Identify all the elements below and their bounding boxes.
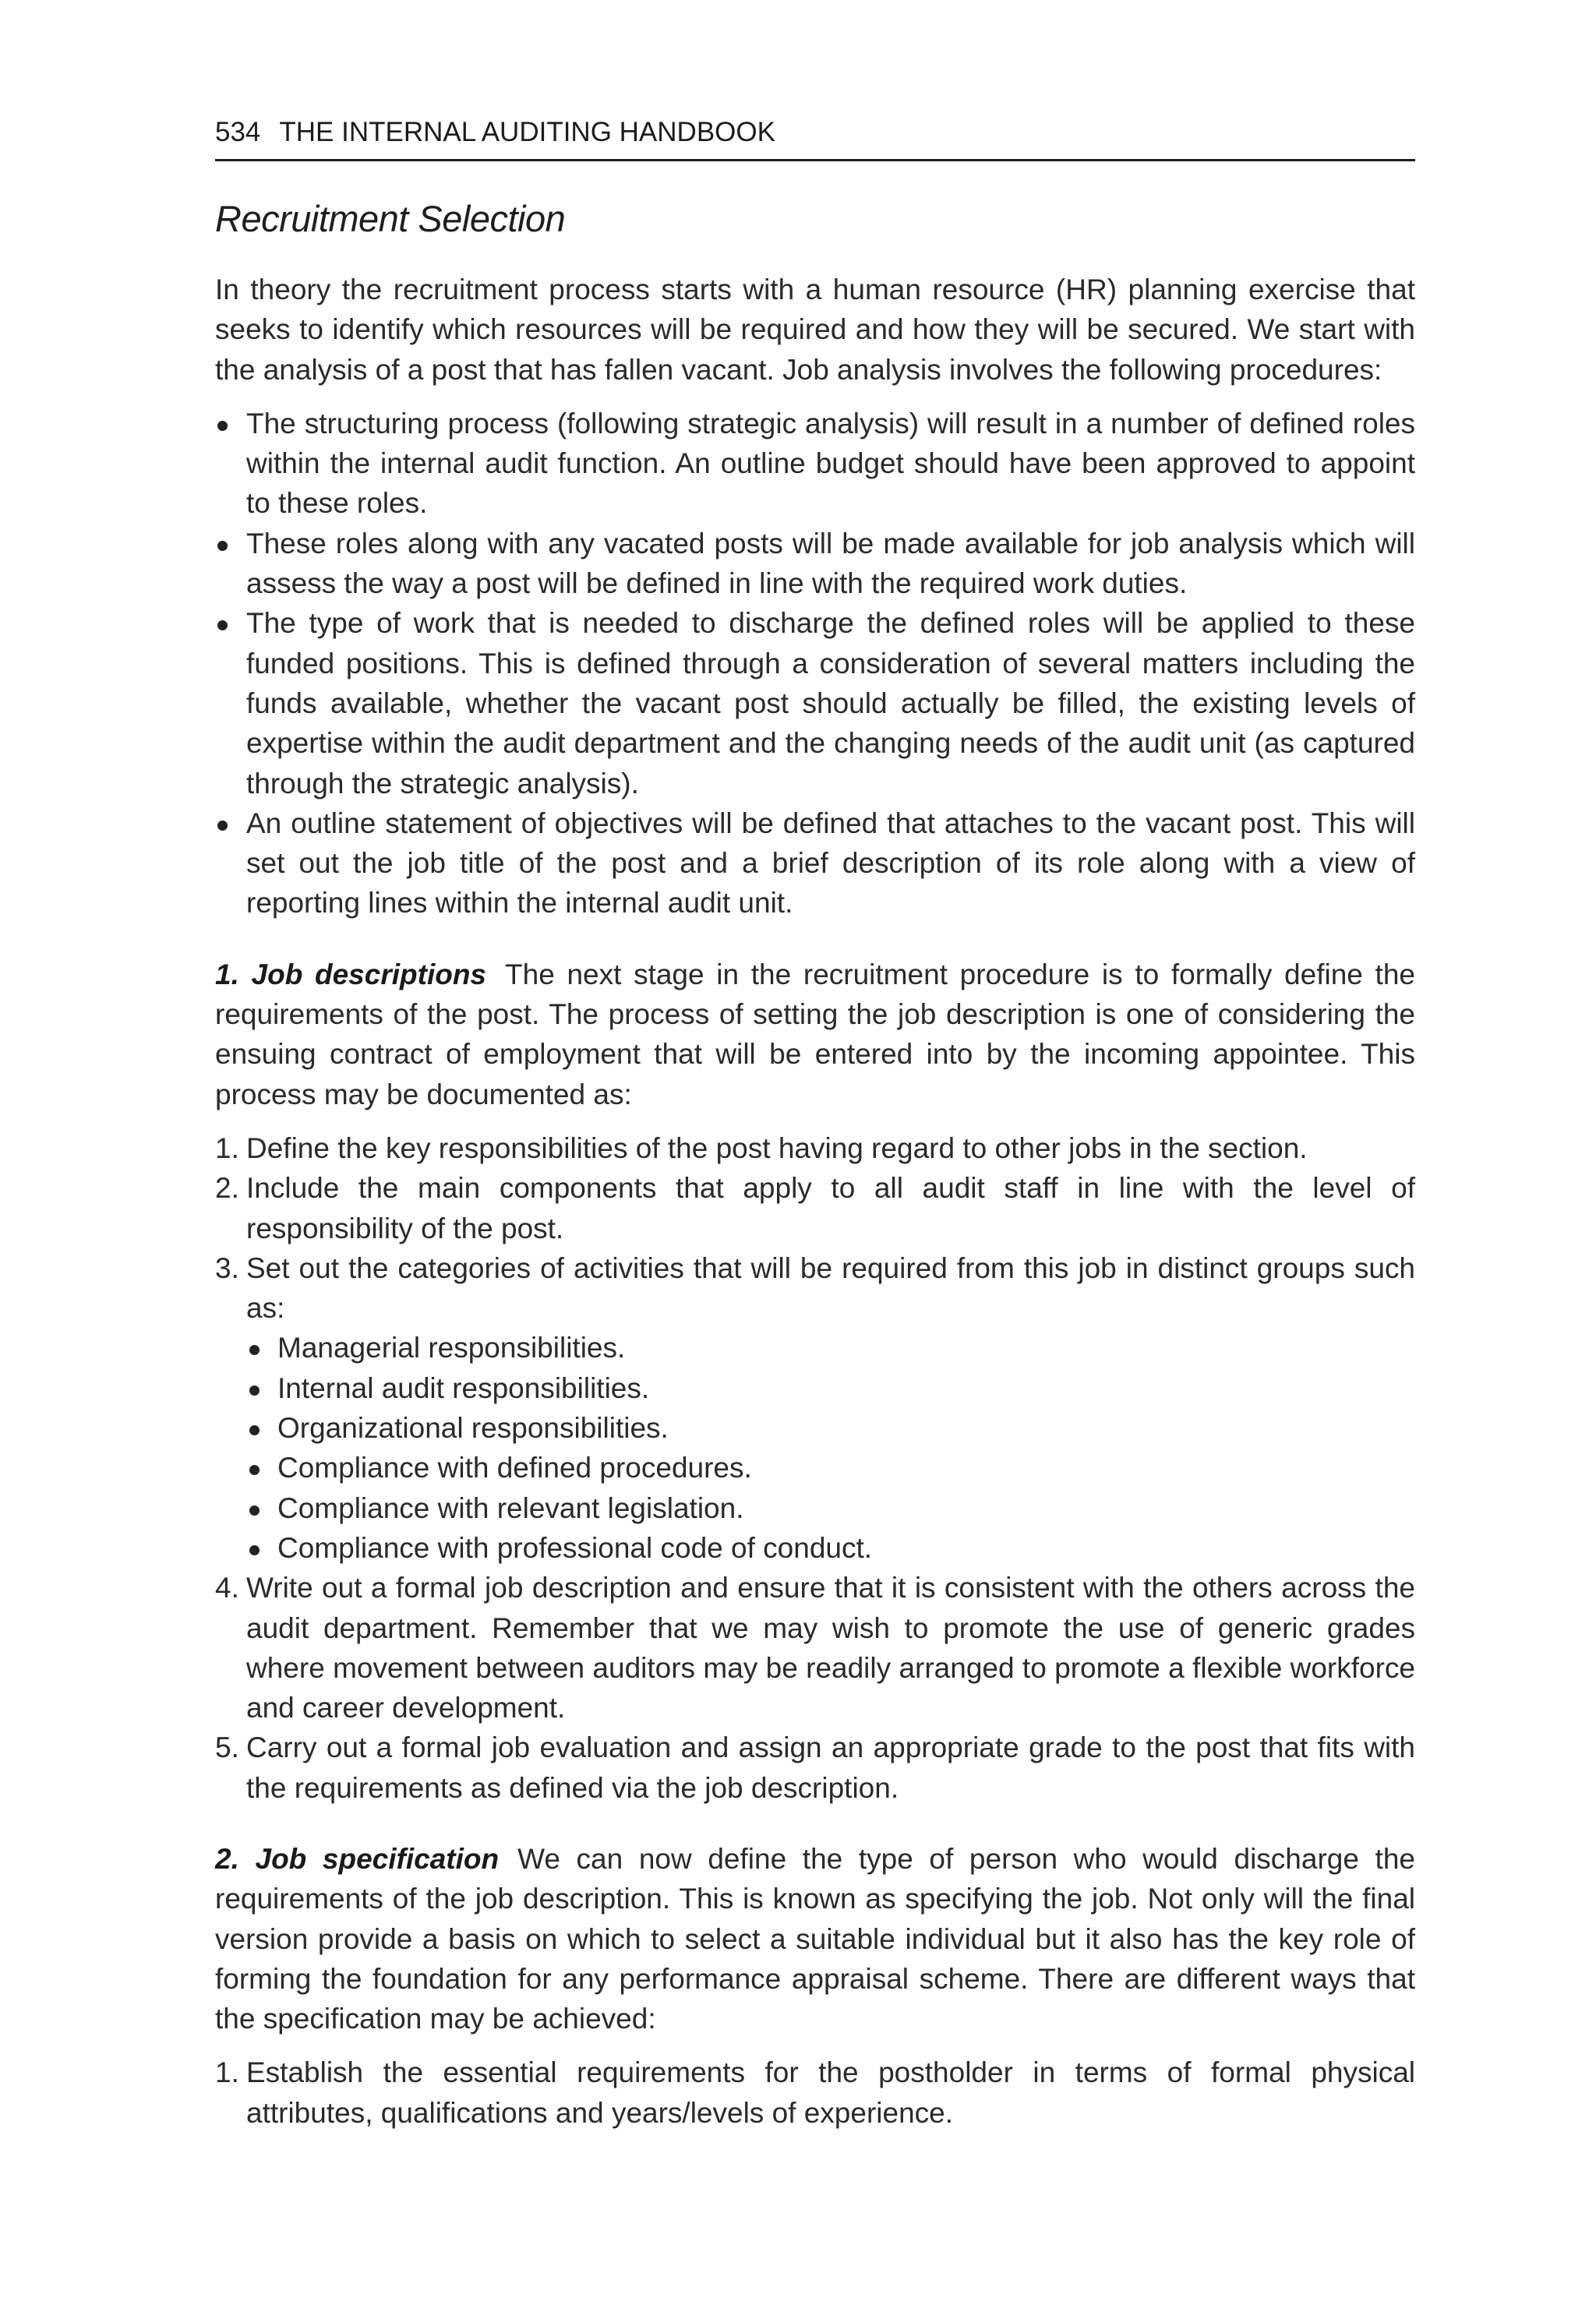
item-text: Define the key responsibilities of the post having regard to other jobs in the section. [246,1131,1308,1164]
item-number: 5. [215,1731,239,1764]
numbered-item [215,1248,1415,1568]
document-page [215,117,1415,2133]
item-text: Include the main components that apply to all audit staff in line with the level of responsibility of the post. [246,1172,1415,1244]
job-descriptions-text: The next stage in the recruitment procedure is to formally define the requirements of the post. The process of setting the job description is one of considering the ensuing contract of employment that will be entered into by the incoming appointee. This process may be documented as: [215,958,1415,1110]
sub-bullet-item: Compliance with relevant legislation. [246,1488,1415,1528]
item-number: 2. [215,1172,239,1205]
job-descriptions-heading: 1. Job descriptions [215,958,487,990]
item-text: Carry out a formal job evaluation and assign an appropriate grade to the post that fits with the requirements as defined via the job description. [246,1731,1415,1804]
job-descriptions-paragraph [215,955,1415,1114]
job-specification-paragraph [215,1839,1415,2038]
item-number: 4. [215,1572,239,1604]
sub-bullet-item: Compliance with defined procedures. [246,1448,1415,1488]
intro-paragraph: In theory the recruitment process starts with a human resource (HR) planning exercise that seeks to identify which resources will be required and how they will be secured. We start with the analysis of a post that has fallen vacant. Job analysis involves the following procedures: [215,274,1415,386]
book-title: THE INTERNAL AUDITING HANDBOOK [279,117,775,147]
section-title: Recruitment Selection [215,198,566,239]
item-text: Establish the essential requirements for the postholder in terms of formal physical attributes, qualifications and years/levels of experience. [246,2056,1415,2129]
item-number: 1. [215,2056,239,2089]
item-text: Set out the categories of activities that will be required from this job in distinct groups such as: [246,1251,1415,1325]
numbered-item [215,2053,1415,2133]
sub-bullet-item: Compliance with professional code of conduct. [246,1528,1415,1568]
running-header [215,117,1415,161]
sub-bullet-item: Managerial responsibilities. [246,1328,1415,1368]
bullet-item: An outline statement of objectives will be defined that attaches to the vacant post. This will set out the job title of the post and a brief description of its role along with a view of reporting lines within the internal audit unit. [215,803,1415,923]
job-specification-heading: 2. Job specification [215,1842,500,1875]
item-number: 3. [215,1251,239,1284]
numbered-item [215,1568,1415,1728]
page-number: 534 [215,117,261,147]
activity-groups-list [246,1328,1415,1568]
bullet-item: The structuring process (following strategic analysis) will result in a number of defined roles within the internal audit function. An outline budget should have been approved to appoint to these roles. [215,404,1415,524]
bullet-item: The type of work that is needed to discharge the defined roles will be applied to these funded positions. This is defined through a consideration of several matters including the funds available, whether the vacant post should actually be filled, the existing levels of expertise within the audit department and the changing needs of the audit unit (as captured through the strategic analysis). [215,603,1415,803]
numbered-item [215,1168,1415,1248]
bullet-item: These roles along with any vacated posts will be made available for job analysis which will assess the way a post will be defined in line with the required work duties. [215,524,1415,604]
numbered-item [215,1728,1415,1808]
job-specification-steps [215,2053,1415,2133]
analysis-bullet-list [215,404,1415,923]
sub-bullet-item: Organizational responsibilities. [246,1408,1415,1448]
numbered-item [215,1128,1415,1168]
item-number: 1. [215,1131,239,1164]
sub-bullet-item: Internal audit responsibilities. [246,1368,1415,1408]
job-specification-text: We can now define the type of person who would discharge the requirements of the job description. This is known as specifying the job. Not only will the final version provide a basis on which to select a suitable individual but it also has the key role of forming the foundation for any performance appraisal scheme. There are different ways that the specification may be achieved: [215,1842,1415,2035]
item-text: Write out a formal job description and ensure that it is consistent with the others across the audit department. Remember that we may wish to promote the use of generic grades where movement between auditors may be readily arranged to promote a flexible workforce and career development. [246,1572,1415,1724]
job-description-steps [215,1128,1415,1808]
